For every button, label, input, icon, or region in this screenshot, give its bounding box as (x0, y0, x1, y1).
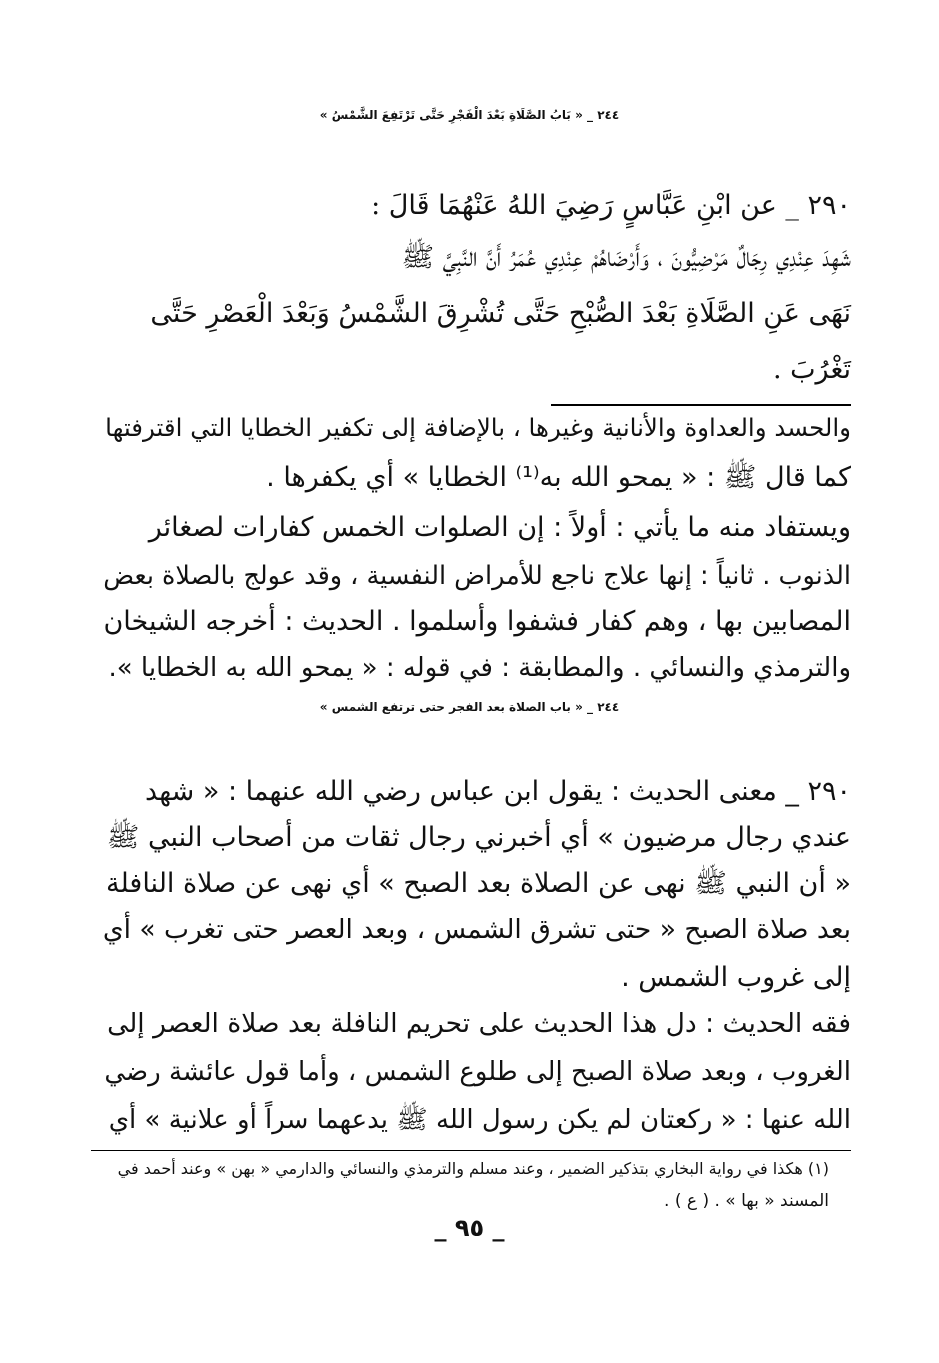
hadith-line-1: ٢٩٠ _ عن ابْنِ عَبَّاسٍ رَضِيَ اللهُ عَنْهُمَا قَالَ : (371, 190, 851, 221)
hadith-line-3: نَهَى عَنِ الصَّلَاةِ بَعْدَ الصُّبْحِ حَتَّى تُشْرِقَ الشَّمْسُ وَبَعْدَ الْعَصْرِ حَتَّى (150, 298, 851, 329)
hadith-line-2: شَهِدَ عِنْدِي رِجَالٌ مَرْضِيُّونَ ، وَأَرْضَاهُمْ عِنْدِي عُمَرُ أَنَّ النَّبِيَّ ﷺ (401, 242, 851, 273)
commentary-line-1: والحسد والعداوة والأنانية وغيرها ، بالإضافة إلى تكفير الخطايا التي اقترفتها (105, 413, 851, 442)
fiqh-line-2: الغروب ، وبعد صلاة الصبح إلى طلوع الشمس ، وأما قول عائشة رضي (104, 1057, 851, 1087)
footnote-line-1: (١) هكذا في رواية البخاري بتذكير الضمير ، وعند مسلم والترمذي والنسائي والدارمي « بهن » وعند أحمد في (117, 1159, 829, 1178)
footnote-line-2: المسند « بها » . ( ع ) . (664, 1191, 829, 1211)
commentary-line-5: المصابين بها ، وهم كفار فشفوا وأسلموا . الحديث : أخرجه الشيخان (103, 606, 851, 637)
footnote-divider (91, 1150, 851, 1151)
page-number: _ ٩٥ _ (434, 1214, 505, 1242)
meaning-line-2: عندي رجال مرضيون » أي أخبرني رجال ثقات من أصحاب النبي ﷺ (106, 822, 851, 853)
chapter-heading-bottom: ٢٤٤ _ « باب الصلاة بعد الفجر حتى ترتفع الشمس » (319, 700, 620, 714)
meaning-line-4: بعد صلاة الصبح « حتى تشرق الشمس ، وبعد العصر حتى تغرب » أي (102, 914, 851, 945)
chapter-heading-top: ٢٤٤ _ « بَابُ الصَّلَاةِ بَعْدَ الْفَجْرِ حَتَّى تَرْتَفِعَ الشَّمْسُ » (319, 108, 620, 122)
commentary-line-4: الذنوب . ثانياً : إنها علاج ناجع للأمراض النفسية ، وقد عولج بالصلاة بعض (103, 561, 851, 591)
fiqh-line-3: الله عنها : « ركعتان لم يكن رسول الله ﷺ يدعهما سراً أو علانية » أي (108, 1105, 851, 1135)
commentary-line-2: كما قال ﷺ : « يمحو الله به⁽¹⁾ الخطايا » أي يكفرها . (266, 462, 851, 493)
commentary-line-3: ويستفاد منه ما يأتي : أولاً : إن الصلوات الخمس كفارات لصغائر (148, 512, 851, 543)
meaning-line-1: ٢٩٠ _ معنى الحديث : يقول ابن عباس رضي الله عنهما : « شهد (145, 776, 851, 807)
meaning-line-3: « أن النبي ﷺ نهى عن الصلاة بعد الصبح » أي نهى عن صلاة النافلة (106, 868, 851, 899)
commentary-line-6: والترمذي والنسائي . والمطابقة : في قوله : « يمحو الله به الخطايا ». (108, 653, 851, 683)
fiqh-line-1: فقه الحديث : دل هذا الحديث على تحريم النافلة بعد صلاة العصر إلى (107, 1008, 851, 1039)
meaning-line-5: إلى غروب الشمس . (621, 962, 851, 993)
section-divider (551, 404, 851, 406)
hadith-line-4: تَغْرُبَ . (772, 354, 851, 385)
